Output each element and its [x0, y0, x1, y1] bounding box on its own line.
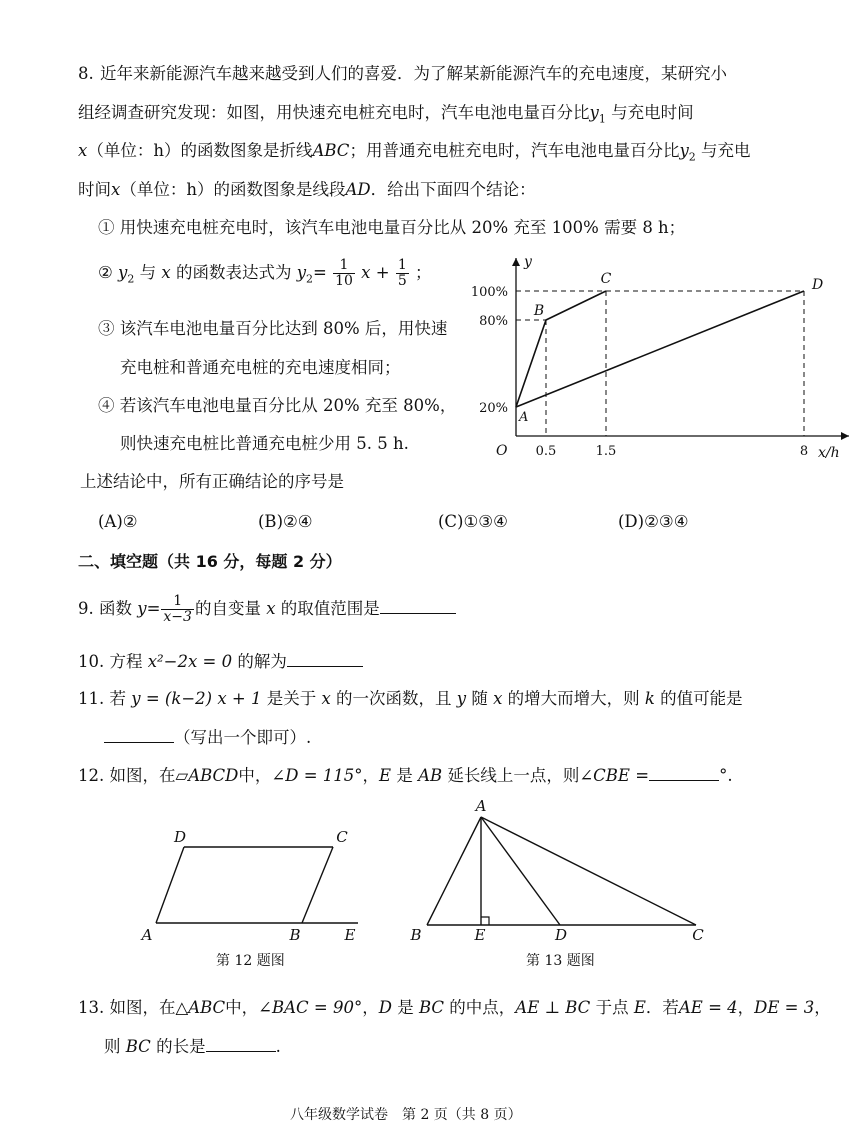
q13-line1: 13. 如图，在△ABC中，∠BAC = 90°，D 是 BC 的中点，AE ⊥ BC 于点 E．若AE = 4，DE = 3， [78, 998, 831, 1017]
point-label-a: A [519, 410, 529, 425]
q8-option-a[interactable]: (A)② [98, 512, 138, 531]
fraction-1-over-10: $\frac{1}{10}$ [335, 257, 353, 289]
x-tick-label: 8 [799, 444, 809, 459]
figure-13-caption: 第 13 题图 [526, 953, 595, 969]
q8-function-graph [460, 250, 840, 465]
fig13-label-b: B [410, 926, 422, 944]
fig12-label-c: C [336, 828, 348, 846]
q8-conclusion-3-line1: ③ 该汽车电池电量百分比达到 80% 后，用快速 [98, 319, 448, 338]
fig13-label-c: C [692, 926, 704, 944]
q13-answer-blank[interactable] [206, 1035, 276, 1052]
q8-question: 上述结论中，所有正确结论的序号是 [80, 472, 344, 491]
q8-conclusion-2: ② $y_2$ 与 x 的函数表达式为 $y_2=$ $\frac{1}{10}$ x + $\frac{1}{5}$ ； [98, 257, 432, 289]
x-axis-label: x/h [818, 445, 840, 461]
q8-option-b[interactable]: (B)②④ [258, 512, 313, 531]
q12: 12. 如图，在▱ABCD中，∠D = 115°，E 是 AB 延长线上一点，则∠CBE = °. [78, 766, 733, 785]
q8-option-d[interactable]: (D)②③④ [618, 512, 689, 531]
y-axis-label: y [524, 254, 532, 270]
section-2-heading: 二、填空题（共 16 分，每题 2 分） [78, 552, 342, 571]
q12-answer-blank[interactable] [649, 764, 719, 781]
series-line-2 [516, 291, 804, 407]
fraction-1-over-5: $\frac{1}{5}$ [397, 257, 407, 289]
fig13-label-d: D [554, 926, 568, 944]
q8-line3: x（单位：h）的函数图象是折线ABC；用普通充电桩充电时，汽车电池电量百分比$y_2$ 与充电 [78, 141, 751, 164]
q8-option-c[interactable]: (C)①③④ [438, 512, 508, 531]
q8-conclusion-4-line2: 则快速充电桩比普通充电桩少用 5. 5 h. [120, 434, 409, 453]
q10-answer-blank[interactable] [287, 650, 363, 667]
fig12-label-a: A [141, 926, 153, 944]
q9: 9. 函数 y= $\frac{1}{x-3}$ 的自变量 x 的取值范围是 [78, 594, 456, 625]
point-label-c: C [600, 271, 612, 287]
q13-line2: 则 BC 的长是 . [104, 1037, 281, 1056]
point-label-b: B [533, 303, 545, 319]
figure-12-caption: 第 12 题图 [216, 953, 285, 969]
q11-line1: 11. 若 y = (k−2) x + 1 是关于 x 的一次函数，且 y 随 x 的增大而增大，则 k 的值可能是 [78, 689, 743, 708]
q10: 10. 方程 x²−2x = 0 的解为 [78, 650, 363, 673]
q8-line2: 组经调查研究发现：如图，用快速充电桩充电时，汽车电池电量百分比$y_1$ 与充电时间 [78, 103, 694, 126]
q8-conclusion-1: ① 用快速充电桩充电时，该汽车电池电量百分比从 20% 充至 100% 需要 8 h； [98, 218, 686, 237]
x-axis-arrow [841, 432, 849, 440]
chart-layer [471, 254, 849, 461]
fig12-label-e: E [344, 926, 356, 944]
x-tick-label: 1.5 [595, 444, 617, 459]
fig12-label-d: D [173, 828, 187, 846]
figure-13-right-triangle [400, 796, 720, 946]
y-tick-label: 100% [470, 285, 508, 300]
q9-answer-blank[interactable] [380, 597, 456, 614]
fig13-label-a: A [475, 797, 487, 815]
fig12-label-b: B [289, 926, 301, 944]
q8-number: 8. [78, 64, 94, 83]
fraction-1-over-x-minus-3: $\frac{1}{x-3}$ [163, 593, 192, 625]
y-axis-arrow [512, 258, 520, 266]
fig13-label-e: E [474, 926, 486, 944]
q8-line4: 时间x（单位：h）的函数图象是线段AD．给出下面四个结论： [78, 180, 536, 199]
point-label-d: D [812, 277, 824, 293]
x-tick-label: 0.5 [535, 444, 557, 459]
q8-conclusion-4-line1: ④ 若该汽车电池电量百分比从 20% 充至 80%， [98, 396, 457, 415]
figure-12-parallelogram [130, 822, 370, 947]
y-tick-label: 80% [479, 314, 508, 329]
q11-answer-blank[interactable] [104, 726, 174, 743]
origin-label: O [496, 443, 508, 459]
q8-conclusion-3-line2: 充电桩和普通充电桩的充电速度相同； [120, 358, 401, 377]
page-footer: 八年级数学试卷 第 2 页（共 8 页） [290, 1107, 522, 1123]
q8-line1: 近年来新能源汽车越来越受到人们的喜爱．为了解某新能源汽车的充电速度，某研究小 [100, 64, 727, 83]
q11-line2: （写出一个即可）. [104, 726, 311, 749]
y-tick-label: 20% [479, 401, 508, 416]
